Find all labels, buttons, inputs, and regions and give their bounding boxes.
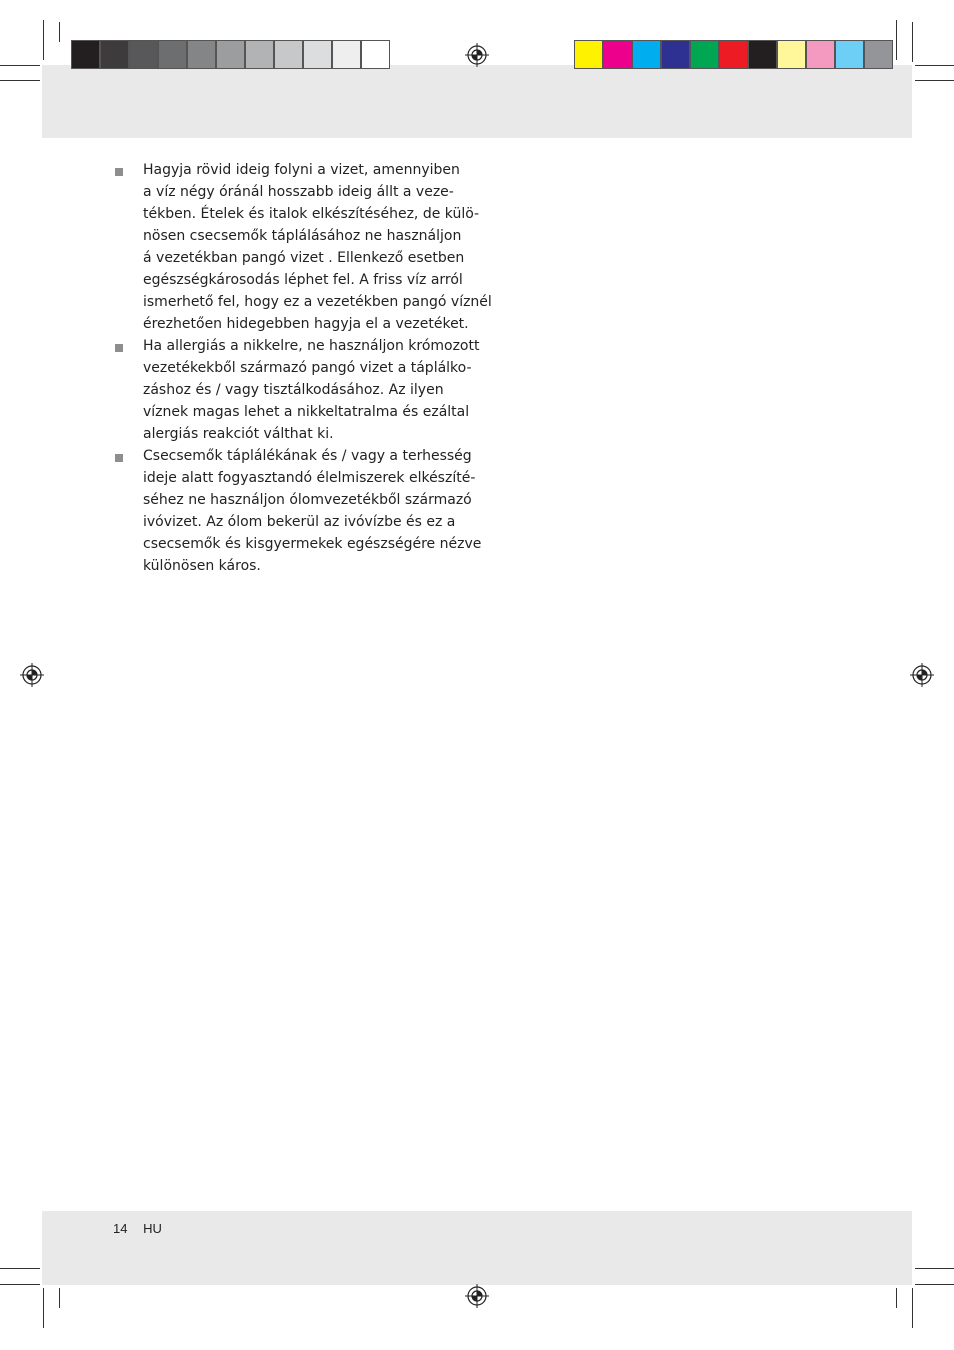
text-line: séhez ne használjon ólomvezetékből származó: [143, 492, 472, 508]
text-line: ideje alatt fogyasztandó élelmiszerek elkészíté-: [143, 470, 476, 486]
text-line: tékben. Ételek és italok elkészítéséhez, de külö-: [143, 206, 480, 222]
list-item: [114, 335, 480, 445]
text-line: egészségkárosodás léphet fel. A friss víz arról: [143, 272, 463, 288]
color-swatch: [71, 40, 100, 69]
color-swatch: [361, 40, 390, 69]
color-swatch: [835, 40, 864, 69]
text-line: a víz négy óránál hosszabb ideig állt a veze-: [143, 184, 454, 200]
registration-mark-icon: [910, 663, 934, 687]
bullet-square-icon: [115, 168, 123, 176]
language-code: HU: [143, 1221, 162, 1236]
registration-mark-icon: [465, 1284, 489, 1308]
footer-band: [42, 1211, 912, 1285]
color-swatch: [661, 40, 690, 69]
header-band: [42, 65, 912, 138]
list-item: [114, 159, 492, 335]
color-swatch: [129, 40, 158, 69]
crop-mark: [43, 1288, 44, 1328]
text-line: Csecsemők táplálékának és / vagy a terhesség: [143, 448, 472, 464]
crop-mark: [896, 20, 897, 60]
color-swatch: [864, 40, 893, 69]
crop-mark: [59, 1288, 60, 1308]
color-swatch: [245, 40, 274, 69]
text-line: ismerhető fel, hogy ez a vezetékben pangó víznél: [143, 294, 492, 310]
color-swatch: [748, 40, 777, 69]
text-line: csecsemők és kisgyermekek egészségére nézve: [143, 536, 482, 552]
crop-mark: [0, 1268, 40, 1269]
text-line: érezhetően hidegebben hagyja el a vezetéket.: [143, 316, 469, 332]
text-line: alergiás reakciót válthat ki.: [143, 426, 334, 442]
crop-mark: [59, 22, 60, 42]
crop-mark: [0, 65, 40, 66]
text-line: víznek magas lehet a nikkeltatralma és ezáltal: [143, 404, 470, 420]
text-line: á vezetékban pangó vizet . Ellenkező esetben: [143, 250, 465, 266]
list-item: [114, 445, 482, 577]
text-line: Ha allergiás a nikkelre, ne használjon krómozott: [143, 338, 480, 354]
color-swatch: [187, 40, 216, 69]
instructions-list: [114, 159, 492, 577]
text-line: ivóvizet. Az ólom bekerül az ivóvízbe és ez a: [143, 514, 456, 530]
crop-mark: [912, 22, 913, 62]
color-swatch: [690, 40, 719, 69]
text-line: vezetékekből származó pangó vizet a táplálko-: [143, 360, 472, 376]
crop-mark: [43, 20, 44, 60]
crop-mark: [0, 80, 40, 81]
crop-mark: [896, 1288, 897, 1308]
crop-mark: [915, 65, 954, 66]
bullet-square-icon: [115, 344, 123, 352]
color-swatch: [303, 40, 332, 69]
page-footer: [113, 1221, 162, 1236]
grayscale-control-bar: [71, 40, 390, 69]
text-line: különösen káros.: [143, 558, 261, 574]
color-control-bar: [574, 40, 893, 69]
crop-mark: [915, 80, 954, 81]
color-swatch: [574, 40, 603, 69]
color-swatch: [806, 40, 835, 69]
color-swatch: [777, 40, 806, 69]
text-line: nösen csecsemők táplálásához ne használjon: [143, 228, 462, 244]
color-swatch: [603, 40, 632, 69]
text-line: záshoz és / vagy tisztálkodásához. Az ilyen: [143, 382, 444, 398]
color-swatch: [100, 40, 129, 69]
color-swatch: [332, 40, 361, 69]
bullet-square-icon: [115, 454, 123, 462]
page-number: 14: [113, 1221, 128, 1236]
crop-mark: [915, 1268, 954, 1269]
crop-mark: [915, 1284, 954, 1285]
color-swatch: [632, 40, 661, 69]
color-swatch: [719, 40, 748, 69]
text-line: Hagyja rövid ideig folyni a vizet, amennyiben: [143, 162, 460, 178]
color-swatch: [274, 40, 303, 69]
color-swatch: [216, 40, 245, 69]
color-swatch: [158, 40, 187, 69]
registration-mark-icon: [20, 663, 44, 687]
crop-mark: [912, 1288, 913, 1328]
crop-mark: [0, 1284, 40, 1285]
registration-mark-icon: [465, 43, 489, 67]
